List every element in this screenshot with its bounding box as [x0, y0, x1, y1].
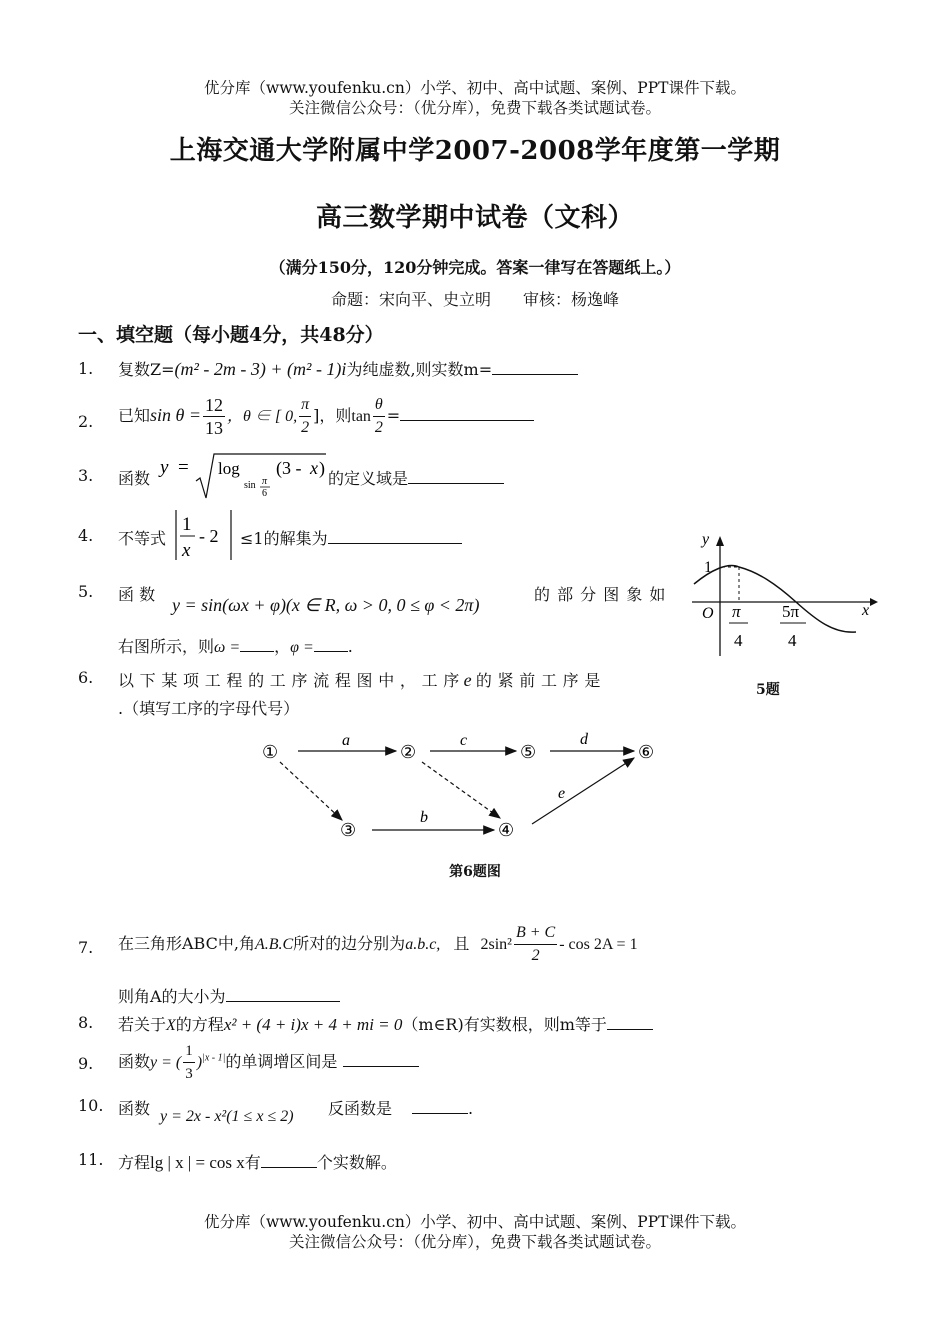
question-9	[118, 1040, 419, 1085]
q11-answer-blank	[261, 1153, 317, 1168]
fig5-y-label: y	[702, 531, 710, 548]
q1-expression: (m² - 2m - 3) + (m² - 1)i	[174, 359, 347, 379]
svg-text:y: y	[160, 457, 169, 478]
question-7	[118, 922, 638, 967]
q3-answer-blank	[408, 469, 504, 484]
q9-answer-blank	[343, 1052, 419, 1067]
q10-pre: 函数	[118, 1099, 151, 1118]
q1-number: 1.	[78, 359, 94, 378]
exam-authors: 命题：宋向平、史立明 审核：杨逸峰	[330, 290, 619, 309]
q4-post: ≤1的解集为	[240, 529, 328, 548]
q8-number: 8.	[78, 1013, 94, 1032]
q7-expr2: - cos 2A = 1	[559, 936, 638, 953]
q11-post2: 个实数解。	[316, 1153, 397, 1172]
q5-omega-blank	[240, 637, 274, 652]
figure-5-sine-graph	[686, 522, 880, 660]
q11-post: 有	[244, 1153, 261, 1172]
edge-e-label: e	[558, 785, 566, 802]
q4-number: 4.	[78, 526, 94, 545]
q5-comma: ，	[274, 637, 291, 656]
q2-sin: sin θ =	[150, 405, 202, 425]
svg-text:1: 1	[182, 514, 192, 535]
q10-expression: y = 2x - x²(1 ≤ x ≤ 2)	[160, 1108, 294, 1125]
q8-mid: 的方程	[175, 1015, 224, 1034]
q7-number: 7.	[78, 938, 94, 957]
q3-pre: 函数	[118, 469, 151, 488]
fig5-four-label-2: 4	[788, 631, 797, 650]
node-1: ①	[262, 742, 279, 762]
q6-text: 以 下 某 项 工 程 的 工 序 流 程 图 中 ， 工 序	[118, 671, 460, 690]
q6-number: 6.	[78, 668, 94, 687]
q9-exponent: |x - 1|	[202, 1052, 226, 1064]
q2-theta-range: ，θ ∈ [ 0,	[227, 408, 298, 425]
footer-line-2: 关注微信公众号：（优分库），免费下载各类试题试卷。	[288, 1233, 661, 1251]
question-8	[118, 1012, 653, 1035]
q6-line2: .（填写工序的字母代号）	[118, 699, 300, 718]
q10-number: 10.	[78, 1096, 104, 1115]
edge-b-label: b	[420, 809, 428, 826]
q8-expression: x² + (4 + i)x + 4 + mi = 0	[223, 1015, 403, 1034]
q4-formula	[173, 506, 237, 564]
fig5-origin: O	[702, 605, 714, 622]
q7-expr1: 2sin²	[480, 936, 512, 953]
exam-instructions: （满分150分，120分钟完成。答案一律写在答题纸上。）	[269, 258, 681, 277]
q11-pre: 方程	[118, 1153, 151, 1172]
svg-text:π: π	[262, 476, 268, 487]
q9-expr-b: )	[196, 1054, 203, 1071]
q8-pre: 若关于	[118, 1015, 167, 1034]
fig5-x-arrow	[870, 598, 878, 606]
q9-expr-a: y = (	[150, 1054, 182, 1071]
fig5-pi-label: π	[732, 602, 741, 621]
q7-mid: 所对的边分别为	[293, 934, 406, 953]
page-title: 上海交通大学附属中学2007-2008学年度第一学期	[169, 136, 781, 166]
q1-post: 为纯虚数,则实数m=	[346, 360, 493, 379]
q7-pre: 在三角形ABC中,角	[118, 934, 255, 953]
q11-number: 11.	[78, 1150, 104, 1169]
node-3: ③	[340, 820, 357, 840]
q7-qie: 且	[453, 934, 470, 953]
q4-answer-blank	[328, 529, 462, 544]
edge-2-4-dummy	[422, 762, 500, 818]
header-line-1: 优分库（www.youfenku.cn）小学、初中、高中试题、案例、PPT课件下载。	[203, 79, 747, 97]
question-2	[118, 394, 534, 439]
q5-phi: φ =	[290, 639, 314, 656]
q5-pre: 函 数	[118, 585, 156, 604]
q5-dot: .	[347, 637, 353, 656]
q7-answer-blank	[226, 987, 340, 1002]
q9-fraction-1-3: $\frac{1}{3}$	[183, 1040, 195, 1085]
q3-post-wrap	[328, 466, 504, 489]
figure-5-caption: 5题	[756, 682, 780, 698]
q2-tan: tan	[351, 408, 371, 425]
q5-line2	[118, 634, 353, 657]
q6-text2: 的 紧 前 工 序 是	[475, 671, 601, 690]
edge-a-label: a	[342, 732, 350, 749]
svg-text:x: x	[310, 458, 318, 478]
q2-eq: =	[386, 406, 401, 425]
edge-e	[532, 758, 634, 824]
svg-text:6: 6	[262, 488, 267, 499]
q7-fraction-bc-2: $\frac{B + C}{2}$	[515, 924, 556, 964]
q9-post: 的单调增区间是	[225, 1052, 338, 1071]
q6-line1	[118, 668, 601, 691]
q8-answer-blank	[607, 1015, 653, 1030]
fig5-one-label: 1	[704, 559, 712, 576]
q4-post-wrap	[240, 526, 462, 549]
node-4: ④	[498, 820, 515, 840]
svg-text:log: log	[218, 459, 240, 478]
q2-fraction-theta-2: $\frac{\theta}{2}$	[374, 396, 383, 436]
q8-x: X	[166, 1017, 176, 1034]
edge-1-3-dummy	[280, 762, 342, 820]
node-5: ⑤	[520, 742, 537, 762]
q5-omega: ω =	[214, 639, 241, 656]
section-heading: 一、填空题（每小题4分，共48分）	[78, 324, 384, 346]
q10-answer-blank	[412, 1099, 468, 1114]
svg-text:): )	[319, 458, 325, 478]
figure-6-caption: 第6题图	[449, 864, 501, 880]
q2-number: 2.	[78, 412, 94, 431]
q11-expression: lg | x | = cos x	[150, 1153, 245, 1172]
node-2: ②	[400, 742, 417, 762]
q2-mid2: ]，则	[313, 406, 352, 425]
svg-text:- 2: - 2	[199, 526, 219, 546]
q7-angles: A.B.C	[254, 936, 294, 953]
fig5-sine-curve	[694, 566, 856, 633]
q8-post: 有实数根，则m等于	[463, 1015, 607, 1034]
q7-sides: a.b.c,	[405, 936, 441, 953]
q3-post: 的定义域是	[328, 469, 409, 488]
header-line-2: 关注微信公众号：（优分库），免费下载各类试题试卷。	[288, 99, 661, 117]
q7-line2-text: 则角A的大小为	[118, 987, 226, 1006]
q10-post-wrap: 反函数是 .	[328, 1099, 474, 1118]
node-6: ⑥	[638, 742, 655, 762]
q10-post: 反函数是	[328, 1099, 393, 1118]
q3-number: 3.	[78, 466, 94, 485]
q6-var-e: e	[463, 670, 472, 690]
svg-text:x: x	[182, 540, 191, 561]
edge-c-label: c	[460, 732, 468, 749]
fig5-four-label-1: 4	[734, 631, 743, 650]
q8-condition: （m∈R)	[402, 1015, 464, 1034]
svg-text:(3 -: (3 -	[276, 458, 302, 478]
figure-6-flow-diagram	[250, 724, 670, 848]
q5-line2-text: 右图所示，则	[118, 637, 215, 656]
q5-phi-blank	[314, 637, 348, 652]
q5-expression: y = sin(ωx + φ)(x ∈ R, ω > 0, 0 ≤ φ < 2π)	[172, 595, 480, 615]
page-subtitle: 高三数学期中试卷（文科）	[315, 203, 634, 233]
q9-pre: 函数	[118, 1052, 151, 1071]
question-11	[118, 1150, 397, 1173]
q9-number: 9.	[78, 1054, 94, 1073]
question-1	[118, 357, 578, 380]
svg-text:sin: sin	[244, 480, 256, 491]
fig5-fivepi-label: 5π	[782, 602, 800, 621]
q5-post: 的 部 分 图 象 如	[534, 585, 667, 604]
svg-text:=: =	[178, 457, 189, 478]
q1-answer-blank	[492, 360, 578, 375]
q4-pre: 不等式	[118, 529, 167, 548]
fig5-y-arrow	[716, 536, 724, 546]
q1-pre: 复数Z=	[118, 360, 175, 379]
q2-fraction-12-13: $\frac{12}{13}$	[205, 395, 224, 438]
q3-formula	[158, 448, 328, 502]
fig5-x-label: x	[862, 602, 870, 619]
q5-number: 5.	[78, 582, 94, 601]
q2-answer-blank	[400, 406, 534, 421]
q2-pre: 已知	[118, 406, 151, 425]
q2-fraction-pi-2: $\frac{\pi}{2}$	[301, 396, 310, 436]
edge-d-label: d	[580, 731, 588, 748]
footer-line-1: 优分库（www.youfenku.cn）小学、初中、高中试题、案例、PPT课件下载。	[203, 1213, 747, 1231]
q7-line2	[118, 984, 340, 1007]
